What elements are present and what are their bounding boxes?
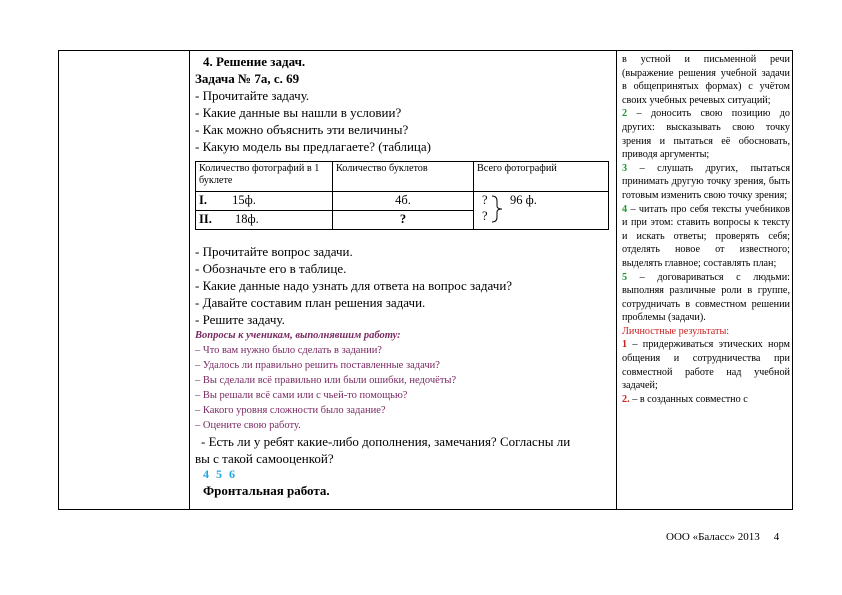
total-question-1: ? — [482, 193, 488, 207]
question-line: - Какую модель вы предлагаете? (таблица) — [195, 139, 431, 154]
total-cell — [474, 192, 609, 230]
question-line: - Какие данные надо узнать для ответа на вопрос задачи? — [195, 278, 513, 293]
outcome-text: – в созданных совместно с — [629, 393, 748, 405]
questions-header: Вопросы к ученикам, выполнявшим работу: — [195, 330, 401, 341]
question-line: - Как можно объяснить эти величины? — [195, 122, 409, 137]
outcome-text: – придерживаться этических норм общения и сотрудничества при совместной работе над учебной задачей; — [622, 339, 790, 392]
reflection-question: – Какого уровня сложности было задание? — [195, 405, 386, 416]
question-line: - Решите задачу. — [195, 312, 285, 327]
middle-column — [195, 53, 615, 499]
closing-line: - Есть ли у ребят какие-либо дополнения, замечания? Согласны ли — [201, 434, 571, 449]
row-photos: 18ф. — [234, 212, 259, 226]
row-label: I. — [199, 193, 207, 207]
outcome-text: – договариваться с людьми: выполняя различные роли в группе, сотрудничать в совместном решении проблемы (задачи). — [622, 271, 790, 324]
column-divider-left — [189, 51, 190, 509]
outcome-text: – слушать других, пытаться принимать другую точку зрения, быть готовым изменить свою точку зрения; — [622, 162, 790, 201]
reflection-question: – Оцените свою работу. — [195, 420, 301, 431]
table-cell — [196, 192, 333, 211]
row-booklets: ? — [333, 211, 474, 230]
section-title: 4. Решение задач. — [203, 54, 306, 69]
right-column — [622, 53, 790, 406]
total-question-2: ? — [482, 209, 488, 223]
table-header: Количество буклетов — [333, 162, 474, 192]
curly-brace-icon — [491, 195, 505, 223]
task-table — [195, 161, 609, 230]
row-photos: 15ф. — [232, 193, 256, 207]
table-cell — [196, 211, 333, 230]
question-line: - Обозначьте его в таблице. — [195, 261, 347, 276]
outcome-text: – доносить свою позицию до других: высказывать свою точку зрения и пытаться её обосновать, приводя аргументы; — [622, 108, 790, 161]
frontal-work: Фронтальная работа. — [203, 483, 330, 498]
table-header: Всего фотографий — [474, 162, 609, 192]
page-number: 4 — [773, 531, 780, 543]
outcome-paragraph — [622, 53, 790, 107]
reflection-question: – Вы решали всё сами или с чьей-то помощью? — [195, 390, 408, 401]
table-header: Количество фотографий в 1 буклете — [196, 162, 333, 192]
outcome-paragraph — [622, 393, 790, 407]
outcome-number: 2. — [622, 393, 630, 405]
outcome-number: 2 — [622, 108, 628, 120]
outcome-number: 5 — [622, 271, 628, 283]
page-frame — [58, 50, 793, 510]
question-line: - Прочитайте вопрос задачи. — [195, 244, 353, 259]
column-divider-right — [616, 51, 617, 509]
footer-company: ООО «Баласс» 2013 — [666, 531, 760, 543]
outcome-text: в устной и письменной речи (выражение решения учебной задачи в общепринятых формах) с учётом своих учебных речевых ситуаций; — [622, 54, 790, 106]
outcome-paragraph — [622, 338, 790, 392]
outcome-number: 3 — [622, 162, 628, 174]
personal-results-header: Личностные результаты: — [622, 325, 730, 337]
outcome-paragraph — [622, 271, 790, 325]
outcome-paragraph — [622, 107, 790, 161]
total-value: 96 ф. — [510, 193, 537, 207]
question-line: - Давайте составим план решения задачи. — [195, 295, 426, 310]
outcome-number: 1 — [622, 339, 628, 351]
outcome-paragraph — [622, 203, 790, 271]
question-line: - Прочитайте задачу. — [195, 88, 310, 103]
reflection-question: – Удалось ли правильно решить поставленные задачи? — [195, 360, 440, 371]
reflection-question: – Что вам нужно было сделать в задании? — [195, 345, 382, 356]
row-booklets: 4б. — [333, 192, 474, 211]
outcome-text: – читать про себя тексты учебников и при этом: ставить вопросы к тексту и искать ответы; проверять себя; отделять новое от известного; выделять главное; составлять план; — [622, 203, 790, 269]
page-footer — [666, 531, 779, 543]
outcome-number: 4 — [622, 203, 628, 215]
closing-line: вы с такой самооценкой? — [195, 451, 334, 466]
task-numbers: 4 5 6 — [203, 467, 237, 481]
question-line: - Какие данные вы нашли в условии? — [195, 105, 402, 120]
reflection-question: – Вы сделали всё правильно или были ошибки, недочёты? — [195, 375, 457, 386]
task-title: Задача № 7а, с. 69 — [195, 71, 300, 86]
row-label: II. — [199, 212, 212, 226]
outcome-paragraph — [622, 162, 790, 203]
